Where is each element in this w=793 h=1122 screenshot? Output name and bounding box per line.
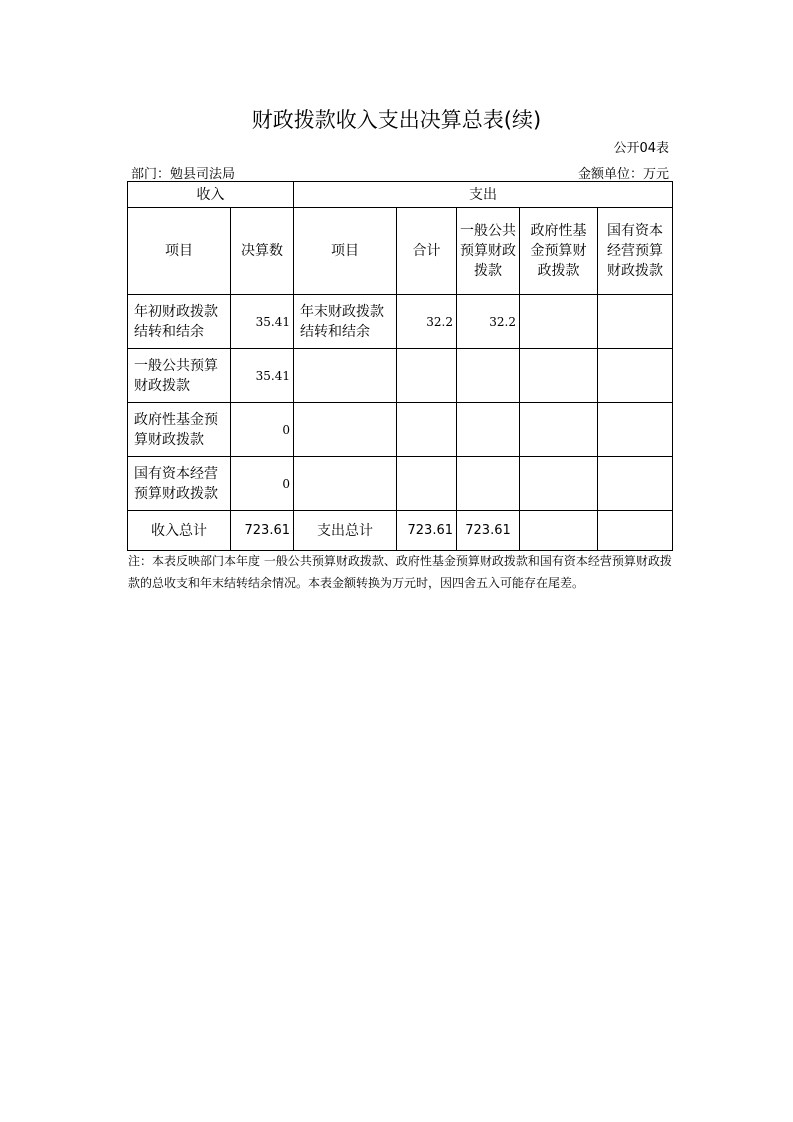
exp-item	[294, 403, 397, 457]
income-item: 一般公共预算财政拨款	[128, 349, 231, 403]
exp-item	[294, 349, 397, 403]
exp-total	[397, 403, 457, 457]
exp-total	[397, 457, 457, 511]
income-amount: 0	[231, 403, 294, 457]
exp-state-capital	[598, 295, 673, 349]
header-row-groups	[128, 182, 673, 208]
exp-general	[457, 457, 520, 511]
exp-general	[457, 349, 520, 403]
exp-item	[294, 457, 397, 511]
income-amount: 0	[231, 457, 294, 511]
totals-row	[128, 511, 673, 551]
exp-total-amount: 723.61	[397, 511, 457, 551]
income-item: 国有资本经营预算财政拨款	[128, 457, 231, 511]
exp-total-label: 支出总计	[294, 511, 397, 551]
exp-general-total: 723.61	[457, 511, 520, 551]
col-exp-item: 项目	[294, 208, 397, 295]
exp-general: 32.2	[457, 295, 520, 349]
col-state-capital: 国有资本经营预算财政拨款	[598, 208, 673, 295]
income-amount: 35.41	[231, 295, 294, 349]
table-row	[128, 349, 673, 403]
exp-state-capital	[598, 403, 673, 457]
col-gov-fund: 政府性基金预算财政拨款	[520, 208, 598, 295]
income-total-label: 收入总计	[128, 511, 231, 551]
exp-gov-fund	[520, 403, 598, 457]
form-code: 公开04表	[613, 141, 669, 156]
col-general-budget: 一般公共预算财政拨款	[457, 208, 520, 295]
exp-gov-fund-total	[520, 511, 598, 551]
exp-gov-fund	[520, 295, 598, 349]
income-total-amount: 723.61	[231, 511, 294, 551]
col-final-amount: 决算数	[231, 208, 294, 295]
table-row	[128, 403, 673, 457]
exp-state-capital	[598, 457, 673, 511]
unit-label: 金额单位：万元	[577, 167, 669, 182]
header-row-columns	[128, 208, 673, 295]
col-total: 合计	[397, 208, 457, 295]
exp-gov-fund	[520, 349, 598, 403]
col-income-item: 项目	[128, 208, 231, 295]
exp-state-capital-total	[598, 511, 673, 551]
exp-state-capital	[598, 349, 673, 403]
fiscal-summary-table	[127, 181, 673, 551]
income-item: 年初财政拨款结转和结余	[128, 295, 231, 349]
exp-item: 年末财政拨款结转和结余	[294, 295, 397, 349]
exp-gov-fund	[520, 457, 598, 511]
exp-total	[397, 349, 457, 403]
department-label: 部门：勉县司法局	[131, 167, 236, 182]
table-row	[128, 295, 673, 349]
income-header: 收入	[128, 182, 294, 208]
income-amount: 35.41	[231, 349, 294, 403]
table-row	[128, 457, 673, 511]
footnote: 注：本表反映部门本年度 一般公共预算财政拨款、政府性基金预算财政拨款和国有资本经营预算财政拨款的总收支和年末结转结余情况。本表金额转换为万元时，因四舍五入可能存在尾差。	[128, 554, 672, 590]
income-item: 政府性基金预算财政拨款	[128, 403, 231, 457]
exp-total: 32.2	[397, 295, 457, 349]
page-title: 财政拨款收入支出决算总表(续)	[251, 108, 542, 132]
expenditure-header: 支出	[294, 182, 673, 208]
exp-general	[457, 403, 520, 457]
